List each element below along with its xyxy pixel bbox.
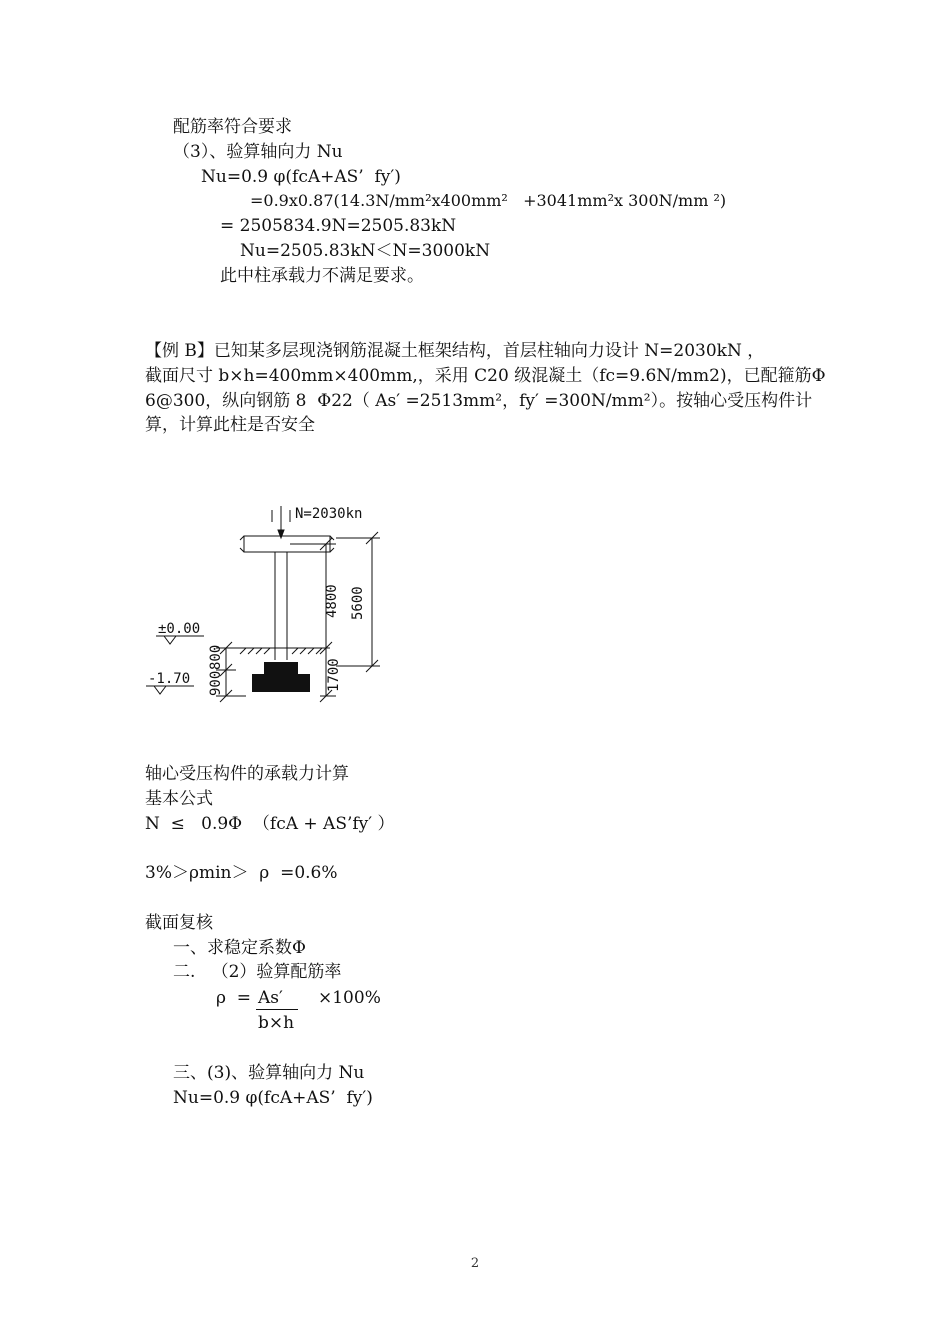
formula-line: =0.9x0.87(14.3N/mm²x400mm² +3041mm²x 300N/mm ²): [250, 191, 727, 210]
fraction-denominator: b×h: [258, 1013, 295, 1033]
example-text: 算，计算此柱是否安全: [145, 415, 315, 435]
fraction-numerator: As′: [258, 988, 283, 1008]
rho-label: ρ =: [216, 988, 252, 1008]
footing-top: [264, 662, 298, 674]
example-text: 【例 B】已知某多层现浇钢筋混凝土框架结构，首层柱轴向力设计 N=2030kN ，: [145, 341, 765, 361]
formula-line: Nu=2505.83kN＜N=3000kN: [240, 241, 491, 261]
example-text: 6@300，纵向钢筋 8 Φ22（ As′ =2513mm²，fy′ =300N/mm²）。按轴心受压构件计: [145, 391, 813, 411]
formula-line: = 2505834.9N=2505.83kN: [220, 216, 457, 236]
conclusion-text: 此中柱承载力不满足要求。: [220, 266, 424, 286]
heading: 截面复核: [145, 913, 213, 933]
dim-label-4800: 4800: [324, 584, 340, 618]
times-100: ×100%: [318, 988, 381, 1008]
text-line: （3）、验算轴向力 Nu: [173, 142, 343, 162]
step-text: 三、(3)、验算轴向力 Nu: [173, 1063, 365, 1083]
level-label-0: ±0.00: [158, 621, 201, 637]
text-line: 配筋率符合要求: [173, 117, 292, 137]
level-label-neg: -1.70: [148, 671, 191, 687]
formula-line: Nu=0.9 φ(fcA+AS’ fy′): [173, 1088, 373, 1108]
load-arrowhead: [278, 530, 284, 538]
heading: 轴心受压构件的承载力计算: [145, 764, 349, 784]
dim-label-5600: 5600: [350, 586, 366, 620]
formula: N ≤ 0.9Φ （fcA + AS’fy′ ）: [145, 814, 395, 834]
column-diagram: [140, 500, 400, 710]
footing-base: [252, 674, 310, 692]
heading: 基本公式: [145, 789, 213, 809]
ratio-text: 3%＞ρmin＞ ρ =0.6%: [145, 863, 338, 883]
dim-label-1700: 1700: [326, 658, 342, 692]
step-text: 一、求稳定系数Φ: [173, 938, 306, 958]
load-label: N=2030kn: [295, 506, 363, 522]
page-number: 2: [470, 1256, 480, 1271]
dim-label-900: 900: [208, 670, 224, 696]
example-text: 截面尺寸 b×h=400mm×400mm,，采用 C20 级混凝土（fc=9.6N/mm2)，已配箍筋Φ: [145, 366, 826, 386]
step-text: 二. （2）验算配筋率: [173, 962, 342, 982]
fraction-bar: [256, 1009, 298, 1010]
dim-label-800: 800: [208, 644, 224, 670]
formula-line: Nu=0.9 φ(fcA+AS’ fy′): [201, 167, 401, 187]
